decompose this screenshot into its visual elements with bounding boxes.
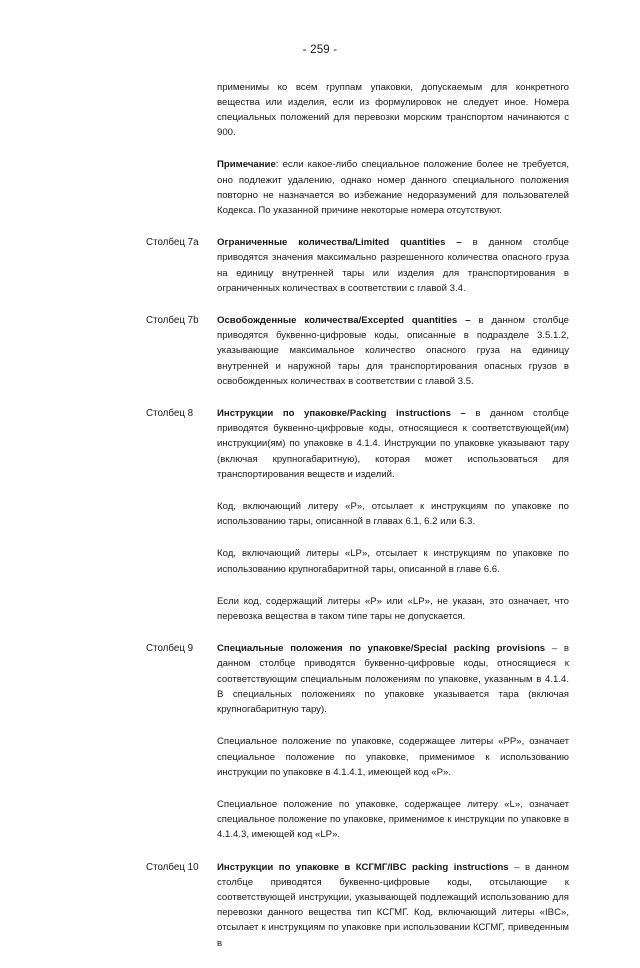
term-heading: Инструкции по упаковке в КСГМГ/IBC packing instructions	[217, 861, 509, 873]
entry-label: Столбец 10	[146, 861, 199, 873]
entry-paragraph	[217, 860, 569, 951]
entry-label: Столбец 9	[146, 643, 194, 655]
entry-paragraph	[217, 641, 569, 717]
term-heading: Ограниченные количества/Limited quantities –	[217, 237, 462, 249]
entry-label: Столбец 8	[146, 408, 194, 420]
entry-paragraph	[217, 546, 569, 576]
entry-paragraph	[217, 313, 569, 389]
paragraph-text: Код, включающий литеры «LP», отсылает к инструкциям по упаковке по использованию крупногабаритной тары, описанной в главе 6.6.	[217, 548, 569, 575]
paragraph-text: Специальное положение по упаковке, содержащее литеры «PP», означает специальное положение по упаковке, применимое к использованию инструкции по упаковке в 4.1.4.1, имеющей код «P».	[217, 736, 569, 778]
entry-column-7b	[0, 313, 640, 389]
paragraph-text: Код, включающий литеру «P», отсылает к инструкциям по упаковке по использованию тары, описанной в главах 6.1, 6.2 или 6.3.	[217, 501, 569, 528]
term-text: – в данном столбце приводятся буквенно-цифровые коды, относящиеся к соответствующим специальным положениям по упаковке, указанным в 4.1.4. В специальных положениях по упаковке указывается тара (включая крупногабаритную тару).	[217, 643, 569, 716]
entry-paragraph	[217, 235, 569, 296]
intro-section	[0, 80, 640, 219]
entry-column-7a	[0, 235, 640, 296]
note-label: Примечание	[217, 159, 276, 171]
page-number: - 259 -	[302, 44, 338, 56]
term-text: в данном столбце приводятся буквенно-цифровые коды, описанные в подразделе 3.5.1.2, указывающие максимальное количество опасного груза на единицу внутренней и наружной тары для транспортирования опасных грузов в освобожденных количествах в соответствии с главой 3.5.	[217, 315, 569, 387]
document-body	[0, 70, 640, 968]
paragraph-text: Если код, содержащий литеры «P» или «LP», не указан, это означает, что перевозка вещества в таком типе тары не допускается.	[217, 595, 569, 623]
term-text: – в данном столбце приводятся буквенно-цифровые коды, отсылающие к соответствующей инструкции, указывающей подлежащий использованию для перевозки данного вещества тип КСГМГ. Код, включающий литеры «IBC», отсылает к инструкциям по упаковке при использовании КСГМГ, приведенным в	[217, 861, 569, 949]
paragraph-text: применимы ко всем группам упаковки, допускаемым для конкретного вещества или изделия, если из формулировок не следует иное. Номера специальных положений для перевозки морским транспортом начинаются с 900.	[217, 81, 569, 139]
term-heading: Специальные положения по упаковке/Special packing provisions	[217, 643, 546, 655]
entry-column-9	[0, 641, 640, 842]
entry-paragraph	[217, 734, 569, 780]
intro-paragraph	[217, 80, 569, 141]
entry-paragraph	[217, 594, 569, 624]
entry-column-8	[0, 406, 640, 624]
entry-paragraph	[217, 406, 569, 482]
term-text: в данном столбце приводятся буквенно-цифровые коды, относящиеся к соответствующей(им) инструкции(ям) по упаковке в 4.1.4. Инструкции по упаковке указывают тару (включая крупногабаритную), которая может использоваться для транспортирования веществ и изделий.	[217, 408, 569, 480]
entry-column-10	[0, 860, 640, 951]
entry-label: Столбец 7b	[146, 315, 199, 327]
entry-paragraph	[217, 797, 569, 843]
entry-paragraph	[217, 499, 569, 529]
entry-label: Столбец 7a	[146, 237, 199, 249]
term-heading: Освобожденные количества/Excepted quantities –	[217, 315, 471, 327]
term-text: в данном столбце приводятся значения максимально разрешенного количества опасного груза на единицу внутренней тары или изделия для транспортирования в ограниченных количествах в соответствии с главой 3.4.	[217, 237, 570, 294]
note-paragraph	[217, 157, 569, 218]
paragraph-text: Специальное положение по упаковке, содержащее литеру «L», означает специальное положение по упаковке, применимое к инструкции по упаковке в 4.1.4.3, имеющей код «LP».	[217, 798, 569, 841]
note-text: : если какое-либо специальное положение более не требуется, оно подлежит удалению, однако номер данного специального положения повторно не назначается во избежание недоразумений для пользователей Кодекса. По указанной причине некоторые номера отсутствуют.	[217, 159, 569, 217]
term-heading: Инструкции по упаковке/Packing instructions –	[217, 408, 466, 420]
